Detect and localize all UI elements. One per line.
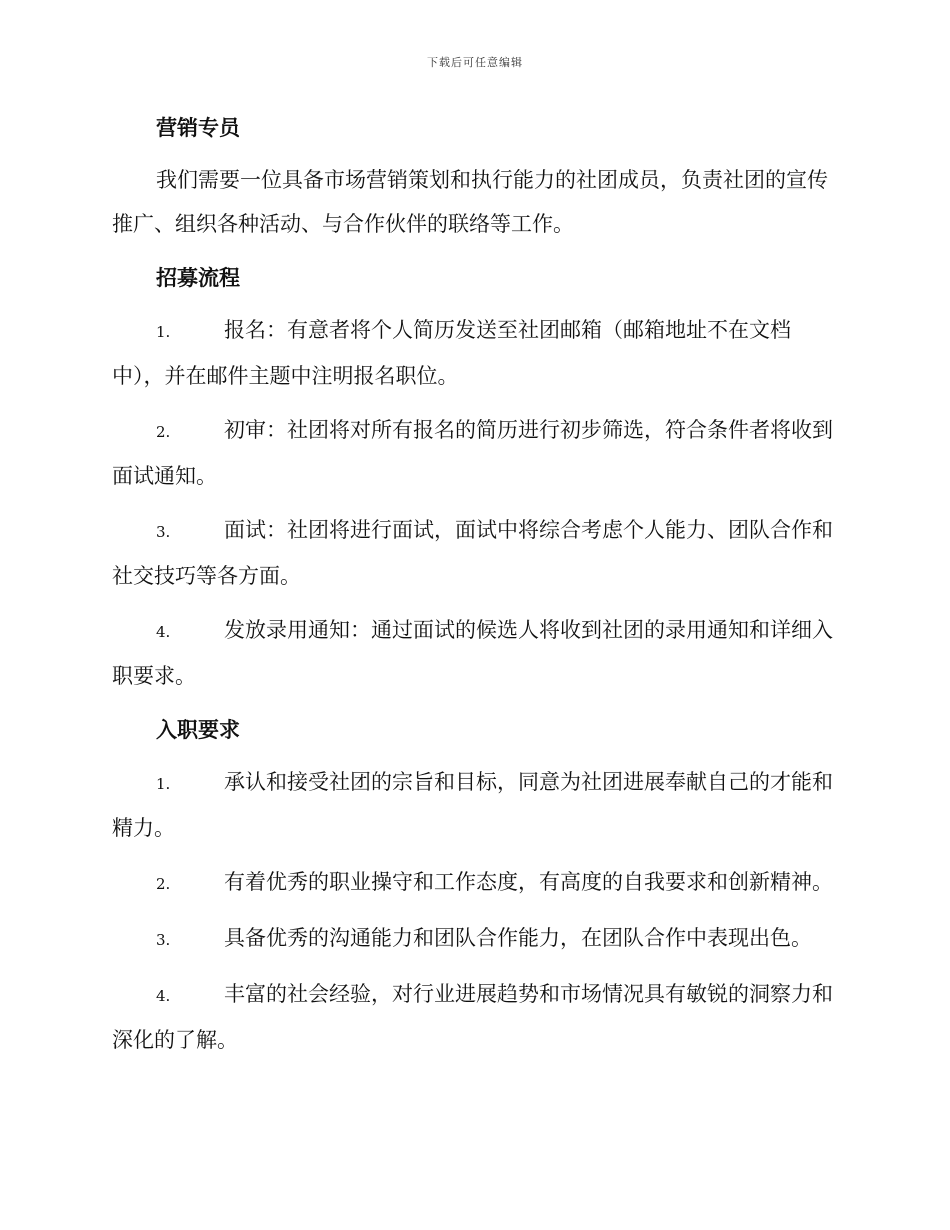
requirement-item <box>112 972 837 1062</box>
process-item <box>112 508 837 598</box>
process-item <box>112 308 837 398</box>
section-heading-marketing: 营销专员 <box>156 116 240 140</box>
list-text: 初审：社团将对所有报名的简历进行初步筛选，符合条件者将收到面试通知。 <box>112 418 833 488</box>
header-note: 下载后可任意编辑 <box>427 56 523 69</box>
list-number: 4. <box>156 987 171 1005</box>
list-number: 2. <box>156 423 171 441</box>
list-number: 3. <box>156 523 171 541</box>
section-heading-process: 招募流程 <box>156 266 240 290</box>
list-number: 2. <box>156 875 171 893</box>
list-text: 面试：社团将进行面试，面试中将综合考虑个人能力、团队合作和社交技巧等各方面。 <box>112 518 833 588</box>
document-body <box>112 106 837 1072</box>
requirement-item <box>112 760 837 850</box>
list-text: 有着优秀的职业操守和工作态度，有高度的自我要求和创新精神。 <box>224 870 833 894</box>
process-item <box>112 608 837 698</box>
list-text: 发放录用通知：通过面试的候选人将收到社团的录用通知和详细入职要求。 <box>112 618 833 688</box>
list-text: 报名：有意者将个人简历发送至社团邮箱（邮箱地址不在文档中），并在邮件主题中注明报名职位。 <box>112 318 791 388</box>
list-number: 1. <box>156 775 171 793</box>
list-text: 丰富的社会经验，对行业进展趋势和市场情况具有敏锐的洞察力和深化的了解。 <box>112 982 833 1052</box>
list-number: 3. <box>156 931 171 949</box>
marketing-description: 我们需要一位具备市场营销策划和执行能力的社团成员，负责社团的宣传推广、组织各种活动、与合作伙伴的联络等工作。 <box>112 168 828 236</box>
process-item <box>112 408 837 498</box>
requirement-item <box>112 860 837 906</box>
requirement-item <box>112 916 837 962</box>
list-text: 承认和接受社团的宗旨和目标，同意为社团进展奉献自己的才能和精力。 <box>112 770 833 840</box>
list-number: 1. <box>156 323 171 341</box>
list-text: 具备优秀的沟通能力和团队合作能力，在团队合作中表现出色。 <box>224 926 812 950</box>
section-heading-requirements: 入职要求 <box>156 718 240 742</box>
list-number: 4. <box>156 623 171 641</box>
